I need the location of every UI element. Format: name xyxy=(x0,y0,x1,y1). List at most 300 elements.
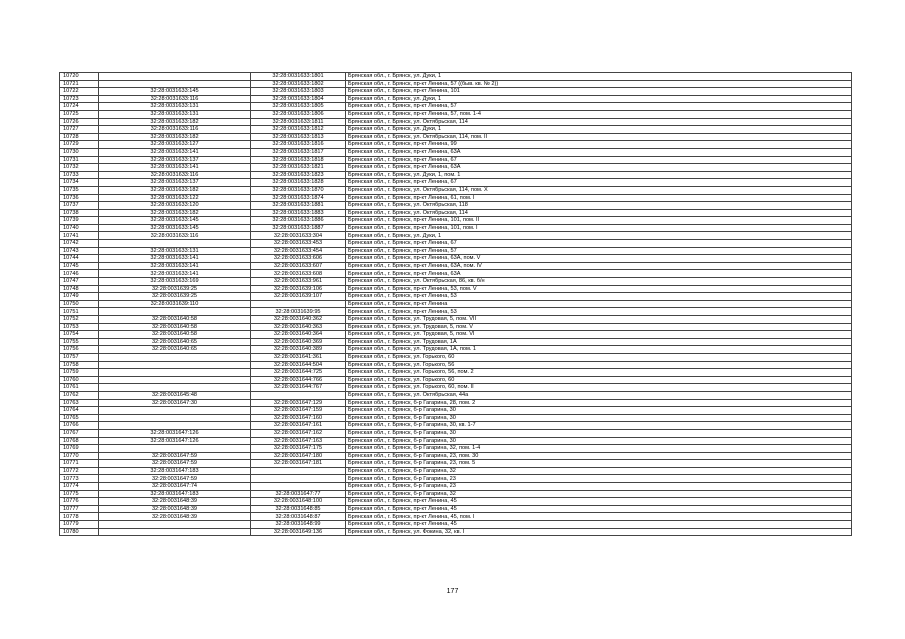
parcel-number-cell: 32:28:0031633:127 xyxy=(99,141,251,149)
table-row xyxy=(60,80,852,88)
address-cell: Брянская обл., г. Брянск, пр-кт Ленина, 45 xyxy=(346,498,852,506)
object-number-cell xyxy=(251,475,346,483)
parcel-number-cell: 32:28:0031639:110 xyxy=(99,300,251,308)
parcel-number-cell: 32:28:0031633:145 xyxy=(99,88,251,96)
row-number-cell: 10741 xyxy=(60,232,99,240)
table-row xyxy=(60,490,852,498)
parcel-number-cell: 32:28:0031647:126 xyxy=(99,437,251,445)
row-number-cell: 10768 xyxy=(60,437,99,445)
table-row xyxy=(60,505,852,513)
table-row xyxy=(60,323,852,331)
object-number-cell: 32:28:0031644:766 xyxy=(251,376,346,384)
address-cell: Брянская обл., г. Брянск, пр-кт Ленина, 61, пом. I xyxy=(346,194,852,202)
parcel-number-cell xyxy=(99,528,251,536)
object-number-cell: 32:28:0031647:77 xyxy=(251,490,346,498)
object-number-cell: 32:28:0031633:961 xyxy=(251,278,346,286)
table-row xyxy=(60,308,852,316)
table-row xyxy=(60,422,852,430)
table-row xyxy=(60,528,852,536)
object-number-cell: 32:28:0031640:364 xyxy=(251,331,346,339)
object-number-cell: 32:28:0031633:1874 xyxy=(251,194,346,202)
parcel-number-cell: 32:28:0031633:182 xyxy=(99,118,251,126)
address-cell: Брянская обл., г. Брянск, б-р Гагарина, 23 xyxy=(346,483,852,491)
object-number-cell: 32:28:0031647:162 xyxy=(251,429,346,437)
table-row xyxy=(60,141,852,149)
address-cell: Брянская обл., г. Брянск, ул. Трудовая, 5, пом. V xyxy=(346,323,852,331)
address-cell: Брянская обл., г. Брянск, пр-кт Ленина, 67 xyxy=(346,179,852,187)
address-cell: Брянская обл., г. Брянск, ул. Горького, 60 xyxy=(346,376,852,384)
table-row xyxy=(60,384,852,392)
address-cell: Брянская обл., г. Брянск, б-р Гагарина, 30 xyxy=(346,437,852,445)
row-number-cell: 10738 xyxy=(60,209,99,217)
row-number-cell: 10754 xyxy=(60,331,99,339)
row-number-cell: 10780 xyxy=(60,528,99,536)
address-cell: Брянская обл., г. Брянск, ул. Октябрьская, 114, пом. X xyxy=(346,186,852,194)
row-number-cell: 10728 xyxy=(60,133,99,141)
table-row xyxy=(60,399,852,407)
object-number-cell: 32:28:0031640:362 xyxy=(251,316,346,324)
parcel-number-cell: 32:28:0031633:137 xyxy=(99,156,251,164)
parcel-number-cell xyxy=(99,445,251,453)
parcel-number-cell xyxy=(99,73,251,81)
address-cell: Брянская обл., г. Брянск, пр-кт Ленина, 45, пом. I xyxy=(346,513,852,521)
object-number-cell: 32:28:0031633:1805 xyxy=(251,103,346,111)
table-row xyxy=(60,240,852,248)
address-cell: Брянская обл., г. Брянск, ул. Октябрьская, 114, пом. II xyxy=(346,133,852,141)
object-number-cell: 32:28:0031647:180 xyxy=(251,452,346,460)
row-number-cell: 10745 xyxy=(60,262,99,270)
parcel-number-cell: 32:28:0031633:116 xyxy=(99,171,251,179)
table-row xyxy=(60,171,852,179)
row-number-cell: 10776 xyxy=(60,498,99,506)
parcel-number-cell: 32:28:0031633:131 xyxy=(99,247,251,255)
parcel-number-cell: 32:28:0031640:58 xyxy=(99,331,251,339)
object-number-cell: 32:28:0031633:1804 xyxy=(251,95,346,103)
parcel-number-cell: 32:28:0031633:145 xyxy=(99,224,251,232)
table-row xyxy=(60,467,852,475)
row-number-cell: 10726 xyxy=(60,118,99,126)
object-number-cell: 32:28:0031633:1816 xyxy=(251,141,346,149)
address-cell: Брянская обл., г. Брянск, пр-кт Ленина, 53 xyxy=(346,308,852,316)
address-cell: Брянская обл., г. Брянск, б-р Гагарина, 23 xyxy=(346,475,852,483)
object-number-cell: 32:28:0031633:304 xyxy=(251,232,346,240)
table-row xyxy=(60,452,852,460)
table-row xyxy=(60,232,852,240)
address-cell: Брянская обл., г. Брянск, ул. Горького, 56 xyxy=(346,361,852,369)
address-cell: Брянская обл., г. Брянск, ул. Октябрьская, 114 xyxy=(346,118,852,126)
row-number-cell: 10756 xyxy=(60,346,99,354)
address-cell: Брянская обл., г. Брянск, ул. Горького, 56, пом. 2 xyxy=(346,369,852,377)
object-number-cell: 32:28:0031633:454 xyxy=(251,247,346,255)
parcel-number-cell: 32:28:0031633:182 xyxy=(99,209,251,217)
parcel-number-cell xyxy=(99,353,251,361)
address-cell: Брянская обл., г. Брянск, ул. Октябрьская, 118 xyxy=(346,202,852,210)
parcel-number-cell xyxy=(99,361,251,369)
table-row xyxy=(60,262,852,270)
object-number-cell: 32:28:0031633:1812 xyxy=(251,126,346,134)
row-number-cell: 10767 xyxy=(60,429,99,437)
address-cell: Брянская обл., г. Брянск, пр-кт Ленина, 57 xyxy=(346,103,852,111)
table-row xyxy=(60,498,852,506)
row-number-cell: 10765 xyxy=(60,414,99,422)
row-number-cell: 10744 xyxy=(60,255,99,263)
table-row xyxy=(60,247,852,255)
property-table xyxy=(59,72,852,536)
address-cell: Брянская обл., г. Брянск, пр-кт Ленина, 63А, пом. V xyxy=(346,255,852,263)
table-row xyxy=(60,361,852,369)
row-number-cell: 10725 xyxy=(60,110,99,118)
object-number-cell: 32:28:0031633:1801 xyxy=(251,73,346,81)
address-cell: Брянская обл., г. Брянск, б-р Гагарина, 28, пом. 2 xyxy=(346,399,852,407)
object-number-cell xyxy=(251,300,346,308)
object-number-cell: 32:28:0031648:85 xyxy=(251,505,346,513)
row-number-cell: 10753 xyxy=(60,323,99,331)
table-row xyxy=(60,475,852,483)
object-number-cell: 32:28:0031647:160 xyxy=(251,414,346,422)
object-number-cell: 32:28:0031648:100 xyxy=(251,498,346,506)
page-number: 177 xyxy=(446,588,459,595)
parcel-number-cell: 32:28:0031647:126 xyxy=(99,429,251,437)
parcel-number-cell: 32:28:0031633:141 xyxy=(99,148,251,156)
row-number-cell: 10762 xyxy=(60,391,99,399)
table-row xyxy=(60,429,852,437)
address-cell: Брянская обл., г. Брянск, ул. Дуки, 1 xyxy=(346,95,852,103)
address-cell: Брянская обл., г. Брянск, пр-кт Ленина xyxy=(346,300,852,308)
table-row xyxy=(60,95,852,103)
row-number-cell: 10739 xyxy=(60,217,99,225)
parcel-number-cell: 32:28:0031648:39 xyxy=(99,498,251,506)
row-number-cell: 10773 xyxy=(60,475,99,483)
object-number-cell: 32:28:0031633:1886 xyxy=(251,217,346,225)
object-number-cell xyxy=(251,483,346,491)
address-cell: Брянская обл., г. Брянск, ул. Трудовая, 1А, пом. 1 xyxy=(346,346,852,354)
table-row xyxy=(60,293,852,301)
row-number-cell: 10740 xyxy=(60,224,99,232)
row-number-cell: 10770 xyxy=(60,452,99,460)
address-cell: Брянская обл., г. Брянск, пр-кт Ленина, 101 xyxy=(346,88,852,96)
parcel-number-cell: 32:28:0031633:141 xyxy=(99,270,251,278)
object-number-cell: 32:28:0031647:159 xyxy=(251,407,346,415)
row-number-cell: 10755 xyxy=(60,338,99,346)
row-number-cell: 10722 xyxy=(60,88,99,96)
address-cell: Брянская обл., г. Брянск, пр-кт Ленина, 99 xyxy=(346,141,852,149)
parcel-number-cell: 32:28:0031645:48 xyxy=(99,391,251,399)
parcel-number-cell: 32:28:0031648:39 xyxy=(99,505,251,513)
object-number-cell: 32:28:0031633:1803 xyxy=(251,88,346,96)
address-cell: Брянская обл., г. Брянск, пр-кт Ленина, 101, пом. I xyxy=(346,224,852,232)
table-row xyxy=(60,285,852,293)
address-cell: Брянская обл., г. Брянск, б-р Гагарина, 23, пом. 5 xyxy=(346,460,852,468)
table-row xyxy=(60,407,852,415)
table-row xyxy=(60,179,852,187)
row-number-cell: 10743 xyxy=(60,247,99,255)
address-cell: Брянская обл., г. Брянск, ул. Дуки, 1 xyxy=(346,73,852,81)
row-number-cell: 10771 xyxy=(60,460,99,468)
parcel-number-cell xyxy=(99,376,251,384)
table-row xyxy=(60,414,852,422)
parcel-number-cell: 32:28:0031639:25 xyxy=(99,293,251,301)
parcel-number-cell: 32:28:0031647:59 xyxy=(99,452,251,460)
parcel-number-cell: 32:28:0031647:30 xyxy=(99,399,251,407)
table-row xyxy=(60,255,852,263)
row-number-cell: 10766 xyxy=(60,422,99,430)
table-row xyxy=(60,148,852,156)
object-number-cell: 32:28:0031633:607 xyxy=(251,262,346,270)
object-number-cell: 32:28:0031633:1818 xyxy=(251,156,346,164)
object-number-cell: 32:28:0031644:767 xyxy=(251,384,346,392)
parcel-number-cell: 32:28:0031633:141 xyxy=(99,164,251,172)
table-row xyxy=(60,164,852,172)
row-number-cell: 10778 xyxy=(60,513,99,521)
table-row xyxy=(60,346,852,354)
table-row xyxy=(60,194,852,202)
object-number-cell: 32:28:0031648:99 xyxy=(251,521,346,529)
address-cell: Брянская обл., г. Брянск, пр-кт Ленина, 53 xyxy=(346,293,852,301)
row-number-cell: 10749 xyxy=(60,293,99,301)
table-row xyxy=(60,73,852,81)
object-number-cell: 32:28:0031639:107 xyxy=(251,293,346,301)
row-number-cell: 10727 xyxy=(60,126,99,134)
row-number-cell: 10724 xyxy=(60,103,99,111)
table-row xyxy=(60,483,852,491)
object-number-cell: 32:28:0031649:136 xyxy=(251,528,346,536)
address-cell: Брянская обл., г. Брянск, б-р Гагарина, 32 xyxy=(346,490,852,498)
object-number-cell: 32:28:0031633:1883 xyxy=(251,209,346,217)
table-row xyxy=(60,88,852,96)
address-cell: Брянская обл., г. Брянск, ул. Дуки, 1, пом. 1 xyxy=(346,171,852,179)
parcel-number-cell: 32:28:0031633:116 xyxy=(99,232,251,240)
table-row xyxy=(60,338,852,346)
parcel-number-cell xyxy=(99,521,251,529)
table-row xyxy=(60,437,852,445)
table-row xyxy=(60,133,852,141)
parcel-number-cell: 32:28:0031647:59 xyxy=(99,475,251,483)
parcel-number-cell: 32:28:0031633:116 xyxy=(99,95,251,103)
table-row xyxy=(60,217,852,225)
parcel-number-cell: 32:28:0031647:183 xyxy=(99,467,251,475)
address-cell: Брянская обл., г. Брянск, б-р Гагарина, 30 xyxy=(346,407,852,415)
parcel-number-cell: 32:28:0031633:141 xyxy=(99,255,251,263)
object-number-cell: 32:28:0031633:1881 xyxy=(251,202,346,210)
address-cell: Брянская обл., г. Брянск, ул. Дуки, 1 xyxy=(346,232,852,240)
object-number-cell: 32:28:0031633:1806 xyxy=(251,110,346,118)
row-number-cell: 10750 xyxy=(60,300,99,308)
table-row xyxy=(60,270,852,278)
parcel-number-cell: 32:28:0031633:116 xyxy=(99,126,251,134)
row-number-cell: 10775 xyxy=(60,490,99,498)
table-row xyxy=(60,224,852,232)
row-number-cell: 10752 xyxy=(60,316,99,324)
row-number-cell: 10730 xyxy=(60,148,99,156)
row-number-cell: 10736 xyxy=(60,194,99,202)
row-number-cell: 10757 xyxy=(60,353,99,361)
object-number-cell: 32:28:0031633:453 xyxy=(251,240,346,248)
row-number-cell: 10760 xyxy=(60,376,99,384)
parcel-number-cell xyxy=(99,407,251,415)
row-number-cell: 10737 xyxy=(60,202,99,210)
parcel-number-cell: 32:28:0031647:59 xyxy=(99,460,251,468)
address-cell: Брянская обл., г. Брянск, пр-кт Ленина, 57 ((быв. кв. № 2)) xyxy=(346,80,852,88)
row-number-cell: 10751 xyxy=(60,308,99,316)
parcel-number-cell: 32:28:0031633:120 xyxy=(99,202,251,210)
object-number-cell: 32:28:0031633:1870 xyxy=(251,186,346,194)
property-table-body xyxy=(60,73,852,536)
parcel-number-cell: 32:28:0031633:137 xyxy=(99,179,251,187)
row-number-cell: 10763 xyxy=(60,399,99,407)
parcel-number-cell: 32:28:0031633:182 xyxy=(99,133,251,141)
row-number-cell: 10735 xyxy=(60,186,99,194)
address-cell: Брянская обл., г. Брянск, ул. Трудовая, 5, пом. VI xyxy=(346,331,852,339)
parcel-number-cell: 32:28:0031633:131 xyxy=(99,103,251,111)
address-cell: Брянская обл., г. Брянск, пр-кт Ленина, 63А xyxy=(346,148,852,156)
parcel-number-cell xyxy=(99,384,251,392)
object-number-cell: 32:28:0031647:163 xyxy=(251,437,346,445)
row-number-cell: 10779 xyxy=(60,521,99,529)
parcel-number-cell xyxy=(99,369,251,377)
address-cell: Брянская обл., г. Брянск, пр-кт Ленина, 57 xyxy=(346,247,852,255)
row-number-cell: 10764 xyxy=(60,407,99,415)
address-cell: Брянская обл., г. Брянск, б-р Гагарина, 32, пом. 1-4 xyxy=(346,445,852,453)
row-number-cell: 10720 xyxy=(60,73,99,81)
table-row xyxy=(60,300,852,308)
address-cell: Брянская обл., г. Брянск, пр-кт Ленина, 67 xyxy=(346,240,852,248)
object-number-cell: 32:28:0031633:1817 xyxy=(251,148,346,156)
row-number-cell: 10758 xyxy=(60,361,99,369)
table-row xyxy=(60,110,852,118)
address-cell: Брянская обл., г. Брянск, ул. Дуки, 1 xyxy=(346,126,852,134)
object-number-cell: 32:28:0031633:1821 xyxy=(251,164,346,172)
row-number-cell: 10747 xyxy=(60,278,99,286)
parcel-number-cell: 32:28:0031639:25 xyxy=(99,285,251,293)
address-cell: Брянская обл., г. Брянск, пр-кт Ленина, 63А xyxy=(346,270,852,278)
row-number-cell: 10734 xyxy=(60,179,99,187)
row-number-cell: 10759 xyxy=(60,369,99,377)
object-number-cell: 32:28:0031633:608 xyxy=(251,270,346,278)
object-number-cell: 32:28:0031647:161 xyxy=(251,422,346,430)
object-number-cell: 32:28:0031644:725 xyxy=(251,369,346,377)
address-cell: Брянская обл., г. Брянск, ул. Фокина, 32, кв. I xyxy=(346,528,852,536)
address-cell: Брянская обл., г. Брянск, ул. Горького, 60 xyxy=(346,353,852,361)
address-cell: Брянская обл., г. Брянск, б-р Гагарина, 23, пом. 30 xyxy=(346,452,852,460)
object-number-cell: 32:28:0031648:87 xyxy=(251,513,346,521)
table-row xyxy=(60,278,852,286)
table-row xyxy=(60,521,852,529)
table-row xyxy=(60,391,852,399)
table-row xyxy=(60,513,852,521)
address-cell: Брянская обл., г. Брянск, пр-кт Ленина, 45 xyxy=(346,505,852,513)
object-number-cell: 32:28:0031641:361 xyxy=(251,353,346,361)
object-number-cell: 32:28:0031633:1811 xyxy=(251,118,346,126)
row-number-cell: 10748 xyxy=(60,285,99,293)
table-row xyxy=(60,331,852,339)
row-number-cell: 10723 xyxy=(60,95,99,103)
parcel-number-cell: 32:28:0031647:183 xyxy=(99,490,251,498)
row-number-cell: 10746 xyxy=(60,270,99,278)
row-number-cell: 10769 xyxy=(60,445,99,453)
table-row xyxy=(60,316,852,324)
parcel-number-cell xyxy=(99,80,251,88)
row-number-cell: 10742 xyxy=(60,240,99,248)
address-cell: Брянская обл., г. Брянск, ул. Октябрьская, 114 xyxy=(346,209,852,217)
address-cell: Брянская обл., г. Брянск, ул. Октябрьская, 44а xyxy=(346,391,852,399)
parcel-number-cell: 32:28:0031640:58 xyxy=(99,323,251,331)
object-number-cell xyxy=(251,467,346,475)
row-number-cell: 10732 xyxy=(60,164,99,172)
object-number-cell: 32:28:0031633:1813 xyxy=(251,133,346,141)
parcel-number-cell xyxy=(99,414,251,422)
table-row xyxy=(60,376,852,384)
address-cell: Брянская обл., г. Брянск, ул. Трудовая, 1А xyxy=(346,338,852,346)
row-number-cell: 10777 xyxy=(60,505,99,513)
parcel-number-cell xyxy=(99,422,251,430)
object-number-cell: 32:28:0031640:389 xyxy=(251,346,346,354)
parcel-number-cell xyxy=(99,240,251,248)
object-number-cell: 32:28:0031647:175 xyxy=(251,445,346,453)
object-number-cell: 32:28:0031647:181 xyxy=(251,460,346,468)
object-number-cell: 32:28:0031639:106 xyxy=(251,285,346,293)
parcel-number-cell: 32:28:0031633:169 xyxy=(99,278,251,286)
table-row xyxy=(60,353,852,361)
parcel-number-cell: 32:28:0031633:131 xyxy=(99,110,251,118)
parcel-number-cell: 32:28:0031640:65 xyxy=(99,338,251,346)
object-number-cell: 32:28:0031639:95 xyxy=(251,308,346,316)
table-row xyxy=(60,103,852,111)
address-cell: Брянская обл., г. Брянск, пр-кт Ленина, 57, пом. 1-4 xyxy=(346,110,852,118)
table-row xyxy=(60,369,852,377)
object-number-cell: 32:28:0031633:606 xyxy=(251,255,346,263)
address-cell: Брянская обл., г. Брянск, ул. Октябрьская, 86, кв. б/н xyxy=(346,278,852,286)
table-row xyxy=(60,118,852,126)
object-number-cell xyxy=(251,391,346,399)
row-number-cell: 10721 xyxy=(60,80,99,88)
address-cell: Брянская обл., г. Брянск, пр-кт Ленина, 63А, пом. IV xyxy=(346,262,852,270)
address-cell: Брянская обл., г. Брянск, пр-кт Ленина, 45 xyxy=(346,521,852,529)
object-number-cell: 32:28:0031633:1802 xyxy=(251,80,346,88)
table-row xyxy=(60,202,852,210)
object-number-cell: 32:28:0031644:504 xyxy=(251,361,346,369)
table-row xyxy=(60,445,852,453)
parcel-number-cell: 32:28:0031633:182 xyxy=(99,186,251,194)
row-number-cell: 10729 xyxy=(60,141,99,149)
table-row xyxy=(60,156,852,164)
address-cell: Брянская обл., г. Брянск, пр-кт Ленина, 67 xyxy=(346,156,852,164)
parcel-number-cell: 32:28:0031648:39 xyxy=(99,513,251,521)
object-number-cell: 32:28:0031633:1828 xyxy=(251,179,346,187)
object-number-cell: 32:28:0031633:1887 xyxy=(251,224,346,232)
address-cell: Брянская обл., г. Брянск, б-р Гагарина, 30, кв. 1-7 xyxy=(346,422,852,430)
object-number-cell: 32:28:0031633:1823 xyxy=(251,171,346,179)
address-cell: Брянская обл., г. Брянск, ул. Трудовая, 5, пом. VII xyxy=(346,316,852,324)
address-cell: Брянская обл., г. Брянск, ул. Горького, 60, пом. II xyxy=(346,384,852,392)
address-cell: Брянская обл., г. Брянск, пр-кт Ленина, 101, пом. II xyxy=(346,217,852,225)
address-cell: Брянская обл., г. Брянск, пр-кт Ленина, 53, пом. V xyxy=(346,285,852,293)
row-number-cell: 10774 xyxy=(60,483,99,491)
table-row xyxy=(60,209,852,217)
address-cell: Брянская обл., г. Брянск, б-р Гагарина, 30 xyxy=(346,429,852,437)
object-number-cell: 32:28:0031640:369 xyxy=(251,338,346,346)
parcel-number-cell: 32:28:0031640:65 xyxy=(99,346,251,354)
parcel-number-cell: 32:28:0031633:141 xyxy=(99,262,251,270)
address-cell: Брянская обл., г. Брянск, пр-кт Ленина, 63А xyxy=(346,164,852,172)
object-number-cell: 32:28:0031647:129 xyxy=(251,399,346,407)
table-row xyxy=(60,460,852,468)
table-row xyxy=(60,126,852,134)
table-row xyxy=(60,186,852,194)
row-number-cell: 10731 xyxy=(60,156,99,164)
row-number-cell: 10772 xyxy=(60,467,99,475)
parcel-number-cell: 32:28:0031647:74 xyxy=(99,483,251,491)
parcel-number-cell: 32:28:0031640:58 xyxy=(99,316,251,324)
